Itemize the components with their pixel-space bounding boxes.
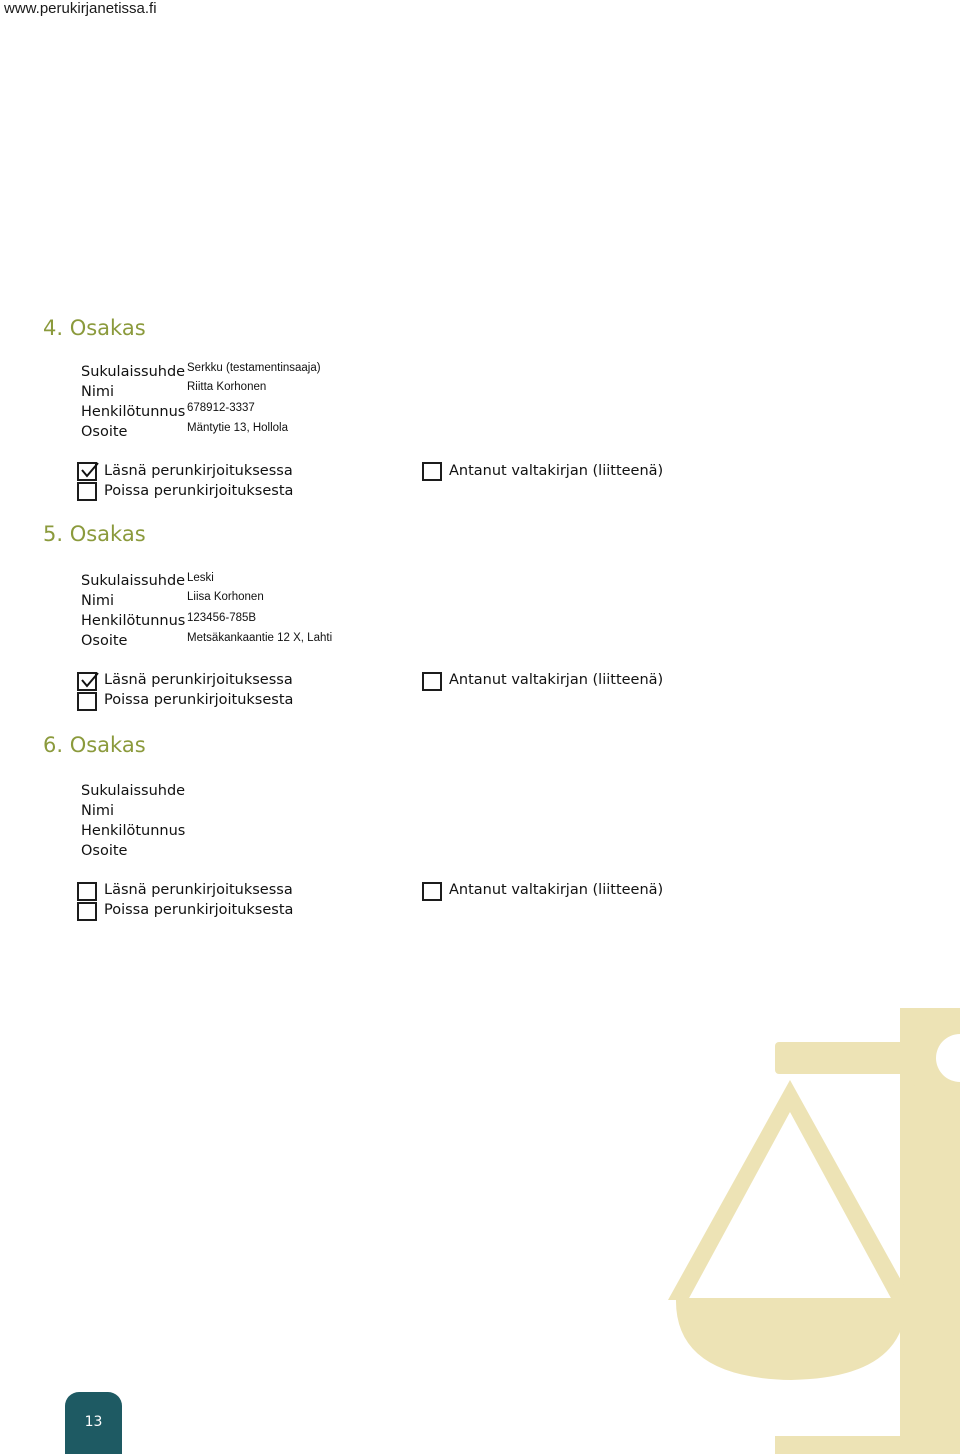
present-label: Läsnä perunkirjoituksessa — [104, 882, 293, 898]
absent-label: Poissa perunkirjoituksesta — [104, 902, 294, 918]
address-label: Osoite — [81, 843, 128, 859]
relation-label: Sukulaissuhde — [81, 783, 186, 799]
proxy-label: Antanut valtakirjan (liitteenä) — [449, 672, 664, 688]
absent-checkbox[interactable] — [77, 692, 97, 711]
section-title: 5. Osakas — [43, 522, 146, 546]
name-label: Nimi — [81, 803, 115, 819]
address-value: Metsäkankaantie 12 X, Lahti — [187, 632, 333, 644]
address-label: Osoite — [81, 424, 128, 440]
id-label: Henkilötunnus — [81, 823, 186, 839]
proxy-label: Antanut valtakirjan (liitteenä) — [449, 463, 664, 479]
website-url: www.perukirjanetissa.fi — [4, 0, 157, 17]
present-label: Läsnä perunkirjoituksessa — [104, 463, 293, 479]
id-value: 123456-785B — [187, 612, 257, 624]
scales-of-justice-icon — [650, 1000, 960, 1454]
proxy-checkbox[interactable] — [422, 882, 442, 901]
section-title: 4. Osakas — [43, 316, 146, 340]
section-title: 6. Osakas — [43, 733, 146, 757]
present-checkbox[interactable] — [77, 672, 97, 691]
absent-label: Poissa perunkirjoituksesta — [104, 692, 294, 708]
name-label: Nimi — [81, 384, 115, 400]
proxy-checkbox[interactable] — [422, 672, 442, 691]
id-value: 678912-3337 — [187, 402, 255, 414]
name-label: Nimi — [81, 593, 115, 609]
checkmark-icon — [80, 672, 100, 690]
present-checkbox[interactable] — [77, 882, 97, 901]
id-label: Henkilötunnus — [81, 404, 186, 420]
name-value: Liisa Korhonen — [187, 591, 264, 603]
relation-value: Leski — [187, 572, 214, 584]
absent-label: Poissa perunkirjoituksesta — [104, 483, 294, 499]
present-label: Läsnä perunkirjoituksessa — [104, 672, 293, 688]
relation-value: Serkku (testamentinsaaja) — [187, 362, 321, 374]
proxy-label: Antanut valtakirjan (liitteenä) — [449, 882, 664, 898]
checkmark-icon — [80, 462, 100, 480]
relation-label: Sukulaissuhde — [81, 573, 186, 589]
absent-checkbox[interactable] — [77, 902, 97, 921]
present-checkbox[interactable] — [77, 462, 97, 481]
page-number: 13 — [84, 1414, 103, 1430]
proxy-checkbox[interactable] — [422, 462, 442, 481]
relation-label: Sukulaissuhde — [81, 364, 186, 380]
absent-checkbox[interactable] — [77, 482, 97, 501]
id-label: Henkilötunnus — [81, 613, 186, 629]
page-number-tab — [65, 1392, 122, 1454]
name-value: Riitta Korhonen — [187, 381, 267, 393]
address-label: Osoite — [81, 633, 128, 649]
address-value: Mäntytie 13, Hollola — [187, 422, 288, 434]
